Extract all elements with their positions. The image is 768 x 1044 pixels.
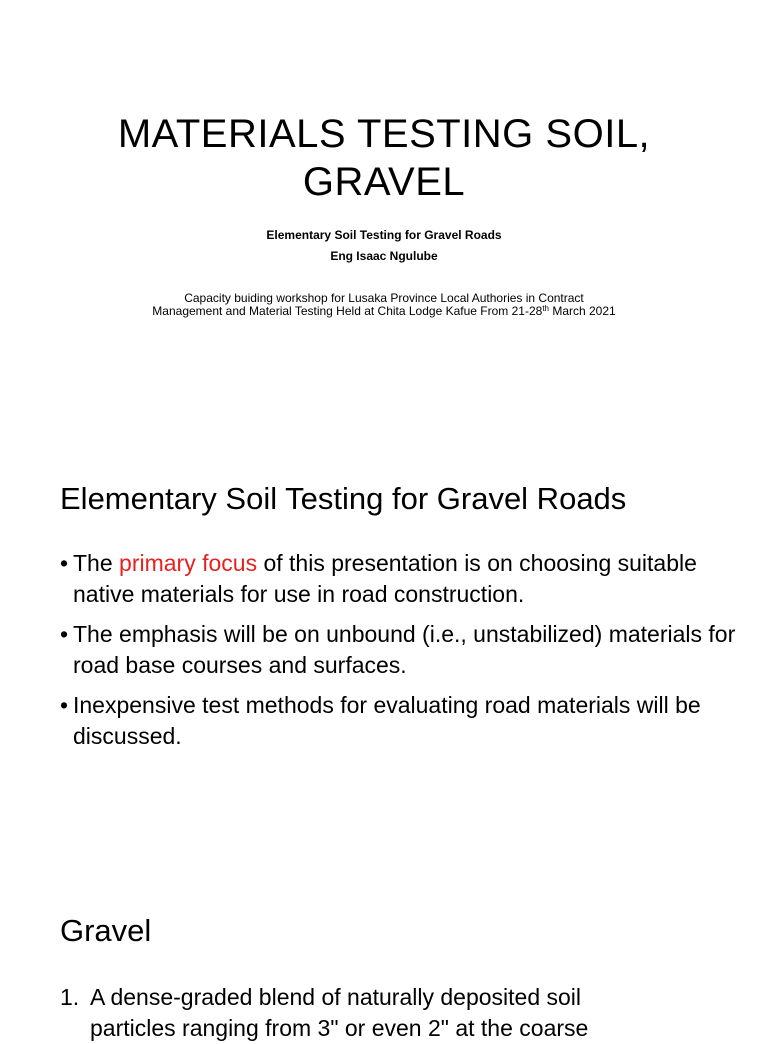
title-line-2: GRAVEL bbox=[302, 160, 466, 204]
author-name: Eng Isaac Ngulube bbox=[330, 249, 438, 263]
bullet-text-end: of this presentation is on choosing suitable native materials for use in road construction. bbox=[73, 550, 697, 607]
bullet-glyph: • bbox=[60, 621, 69, 647]
bullet-text: The emphasis will be on unbound (i.e., unstabilized) materials for road base courses and surfaces. bbox=[73, 621, 736, 678]
note-superscript: th bbox=[542, 304, 549, 313]
content-slide bbox=[0, 416, 768, 832]
bullet-glyph: • bbox=[60, 692, 69, 718]
workshop-note bbox=[60, 292, 708, 318]
bullet-item bbox=[60, 619, 750, 681]
gravel-slide bbox=[0, 832, 768, 1041]
slide-heading: Elementary Soil Testing for Gravel Roads bbox=[60, 481, 627, 516]
note-line-2-end: March 2021 bbox=[548, 304, 616, 318]
bullet-item bbox=[60, 690, 750, 752]
note-line-1: Capacity buiding workshop for Lusaka Province Local Authories in Contract bbox=[184, 291, 584, 305]
numbered-item bbox=[60, 982, 760, 1044]
bullet-text: Inexpensive test methods for evaluating road materials will be discussed. bbox=[73, 692, 701, 749]
item-text-continued: particles ranging from 3" or even 2" at the coarse bbox=[90, 1015, 589, 1041]
bullet-glyph: • bbox=[60, 550, 69, 576]
bullet-item bbox=[60, 548, 750, 610]
title-line-1: MATERIALS TESTING SOIL, bbox=[117, 112, 651, 156]
note-line-2-main: Management and Material Testing Held at Chita Lodge Kafue From 21-28 bbox=[152, 304, 543, 318]
slide-heading: Gravel bbox=[60, 913, 152, 948]
slide-subtitle: Elementary Soil Testing for Gravel Roads bbox=[266, 228, 502, 242]
bullet-list bbox=[60, 548, 750, 761]
item-text: A dense-graded blend of naturally deposited soil bbox=[90, 984, 582, 1010]
highlighted-phrase: primary focus bbox=[119, 550, 258, 576]
note-line-2 bbox=[60, 305, 708, 318]
title-slide bbox=[0, 0, 768, 416]
bullet-text-start: The bbox=[73, 550, 120, 576]
slide-title bbox=[40, 110, 728, 206]
item-number: 1. bbox=[60, 984, 80, 1010]
